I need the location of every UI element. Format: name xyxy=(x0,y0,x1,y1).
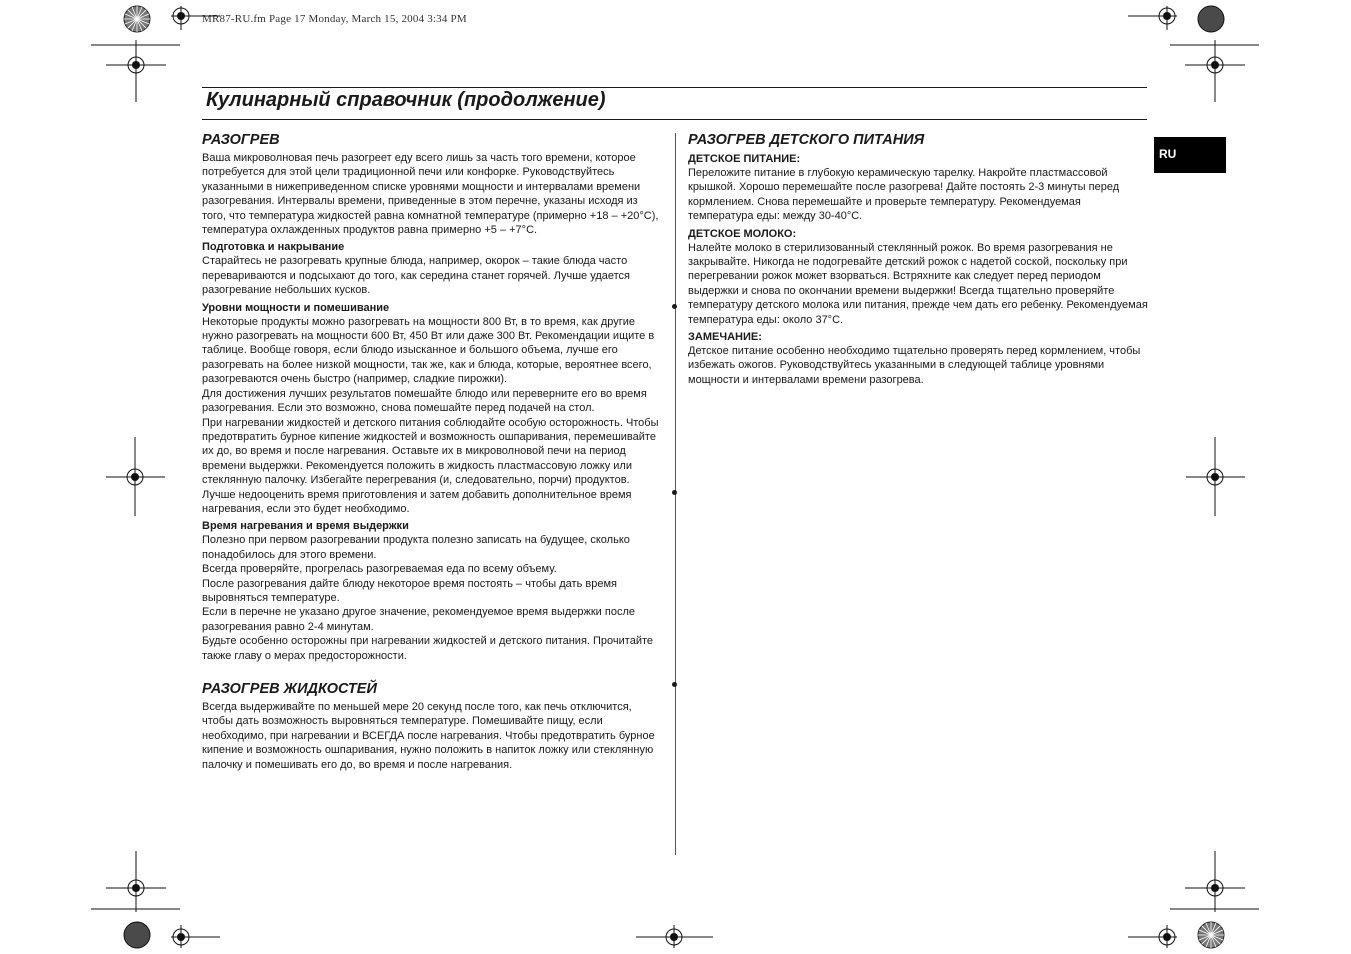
time-text-4: Если в перечне не указано другое значение, рекомендуемое время выдержки после разогревания равно 2-4 минутам. xyxy=(202,606,635,633)
time-text-5: Будьте особенно осторожны при нагревании жидкостей и детского питания. Прочитайте также главу о мерах предосторожности. xyxy=(202,635,653,662)
subheading-heating-time: Время нагревания и время выдержки xyxy=(202,520,409,533)
baby-food-text: Переложите питание в глубокую керамическую тарелку. Накройте пластмассовой крышкой. Хорошо перемешайте после разогрева! Дайте постоять 2-3 минуты перед кормлением. Снова перемешайте и проверьте температуру. Рекомендуемая температура еды: между 30-40°C. xyxy=(688,167,1120,223)
divider-dot xyxy=(672,490,677,495)
title-bottom-rule xyxy=(202,119,1147,120)
page-title: Кулинарный справочник (продолжение) xyxy=(206,89,606,111)
print-header: MR87-RU.fm Page 17 Monday, March 15, 2004 3:34 PM xyxy=(202,13,467,25)
subheading-preparation: Подготовка и накрывание xyxy=(202,241,345,254)
subheading-baby-milk: ДЕТСКОЕ МОЛОКО: xyxy=(688,227,797,240)
power-text-4: Лучше недооценить время приготовления и затем добавить дополнительное время нагревания, если это будет необходимо. xyxy=(202,488,632,515)
subheading-baby-food: ДЕТСКОЕ ПИТАНИЕ: xyxy=(688,153,801,165)
note-text: Детское питание особенно необходимо тщательно проверять перед кормлением, чтобы избежать ожогов. Руководствуйтесь указанными в следующей таблице уровнями мощности и интервалами времени разогрева. xyxy=(688,345,1141,386)
power-text-1: Некоторые продукты можно разогревать на мощности 800 Вт, в то время, как другие нужно разогревать на мощности 600 Вт, 450 Вт или даже 300 Вт. Рекомендации ищите в таблице. Вообще говоря, если блюдо изысканное и большого объема, лучше его разогревать на более низкой мощности, так же, как и блюда, которые, вероятнее всего, разогреваются очень быстро (например, сладкие пирожки). xyxy=(202,315,655,386)
subheading-power-levels: Уровни мощности и помешивание xyxy=(202,301,390,314)
language-tab: RU xyxy=(1154,137,1226,173)
power-text-3: При нагревании жидкостей и детского питания соблюдайте особую осторожность. Чтобы предотвратить бурное кипение жидкостей и возможность ошпаривания, перемешивайте их до, во время и после нагревания. Оставьте их в микроволновой печи на период времени выдержки. Рекомендуется положить в жидкость пластмассовую ложку или стеклянную палочку. Избегайте перегревания (и, следовательно, порчи) продуктов. xyxy=(202,416,659,487)
divider-dot xyxy=(672,682,677,687)
preparation-text: Старайтесь не разогревать крупные блюда, например, окорок – такие блюда часто перевариваются и подсыхают до того, как середина станет горячей. Лучше удается разогревание небольших кусков. xyxy=(202,255,630,297)
time-text-2: Всегда проверяйте, прогрелась разогреваемая еда по всему объему. xyxy=(202,563,557,576)
subheading-note: ЗАМЕЧАНИЕ: xyxy=(688,331,762,344)
reheating-intro: Ваша микроволновая печь разогреет еду всего лишь за часть того времени, которое потребуется для этой цели традиционной печи или конфорке. Руководствуйтесь указанными в нижеприведенном списке уровнями мощности и интервалами времени разогревания. Интервалы времени, приведенные в этом перечне, указаны исходя из того, что температура жидкостей равна комнатной температуре (примерно +18 – +20°C), температура охлажденных продуктов равна примерно +5 – +7°C. xyxy=(202,152,659,237)
left-column xyxy=(202,131,660,772)
section-title-liquids: РАЗОГРЕВ ЖИДКОСТЕЙ xyxy=(202,681,377,697)
divider-dot xyxy=(672,304,677,309)
right-column xyxy=(688,131,1148,387)
section-title-baby-food: РАЗОГРЕВ ДЕТСКОГО ПИТАНИЯ xyxy=(688,132,925,148)
time-text-1: Полезно при первом разогревании продукта полезно записать на будущее, сколько понадобилось для этого времени. xyxy=(202,534,630,561)
section-title-reheating: РАЗОГРЕВ xyxy=(202,132,280,148)
title-top-rule xyxy=(202,87,1147,88)
time-text-3: После разогревания дайте блюду некоторое время постоять – чтобы дать время выровняться температуре. xyxy=(202,577,617,604)
baby-milk-text: Налейте молоко в стерилизованный стеклянный рожок. Во время разогревания не закрывайте. Никогда не подогревайте детский рожок с надетой соской, поскольку при перегревании рожок может взорваться. Встряхните как следует перед периодом выдержки и снова по окончании времени выдержки! Всегда тщательно проверяйте температуру детского молока или питания, прежде чем дать его ребенку. Рекомендуемая температура еды: около 37°C. xyxy=(688,241,1148,326)
power-text-2: Для достижения лучших результатов помешайте блюдо или переверните его во время разогревания. Если это возможно, снова помешайте перед подачей на стол. xyxy=(202,387,647,415)
liquids-text: Всегда выдерживайте по меньшей мере 20 секунд после того, как печь отключится, чтобы дать возможность выровняться температуре. Помешивайте пищу, если необходимо, при нагревании и ВСЕГДА после нагревания. Чтобы предотвратить бурное кипение и возможность ошпаривания, нужно положить в напиток ложку или стеклянную палочку и помешивать его до, во время и после нагревания. xyxy=(202,701,655,771)
